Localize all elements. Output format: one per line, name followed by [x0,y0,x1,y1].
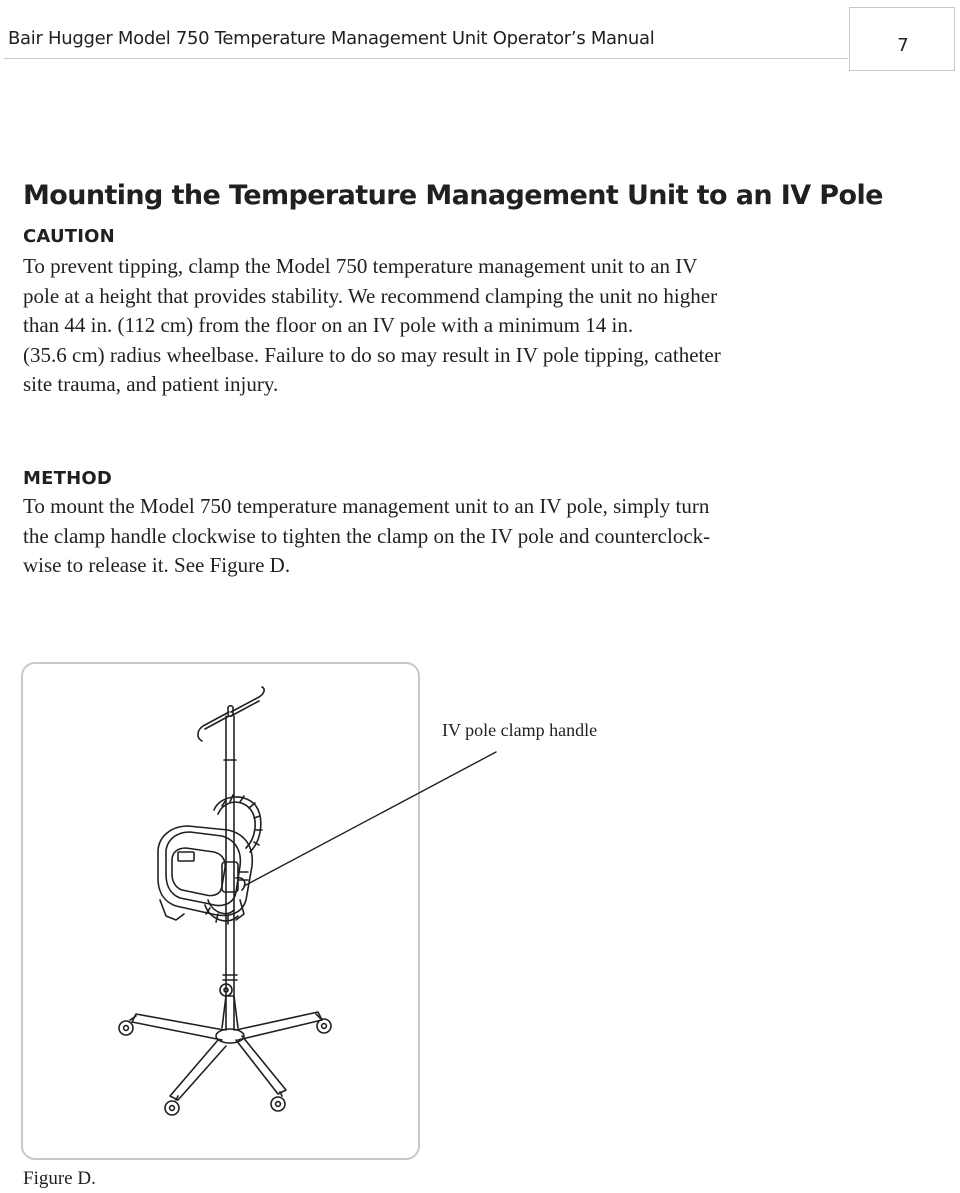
caution-line: (35.6 cm) radius wheelbase. Failure to do so may result in IV pole tipping, catheter [23,342,721,367]
page-number: 7 [897,35,909,56]
wheelbase [132,996,322,1100]
caution-line: site trauma, and patient injury. [23,372,279,397]
caution-line: To prevent tipping, clamp the Model 750 temperature management unit to an IV [23,254,698,278]
running-header: Bair Hugger Model 750 Temperature Management Unit Operator’s Manual [8,28,655,49]
caution-line: than 44 in. (112 cm) from the floor on an IV pole with a minimum 14 in. [23,313,634,338]
figure-caption: Figure D. [23,1168,96,1189]
method-label: METHOD [23,468,112,489]
method-line: wise to release it. See Figure D. [23,553,291,578]
section-heading: Mounting the Temperature Management Unit to an IV Pole [23,180,883,211]
method-line: the clamp handle clockwise to tighten the clamp on the IV pole and counterclock- [23,523,711,548]
callout-label: IV pole clamp handle [442,720,598,740]
iv-hook-left [198,712,229,741]
caution-line: pole at a height that provides stability. We recommend clamping the unit no higher [23,283,718,308]
iv-hook-right [231,687,264,716]
callout-leader-line [244,752,496,886]
method-line: To mount the Model 750 temperature management unit to an IV pole, simply turn [23,494,710,518]
caution-label: CAUTION [23,226,115,247]
